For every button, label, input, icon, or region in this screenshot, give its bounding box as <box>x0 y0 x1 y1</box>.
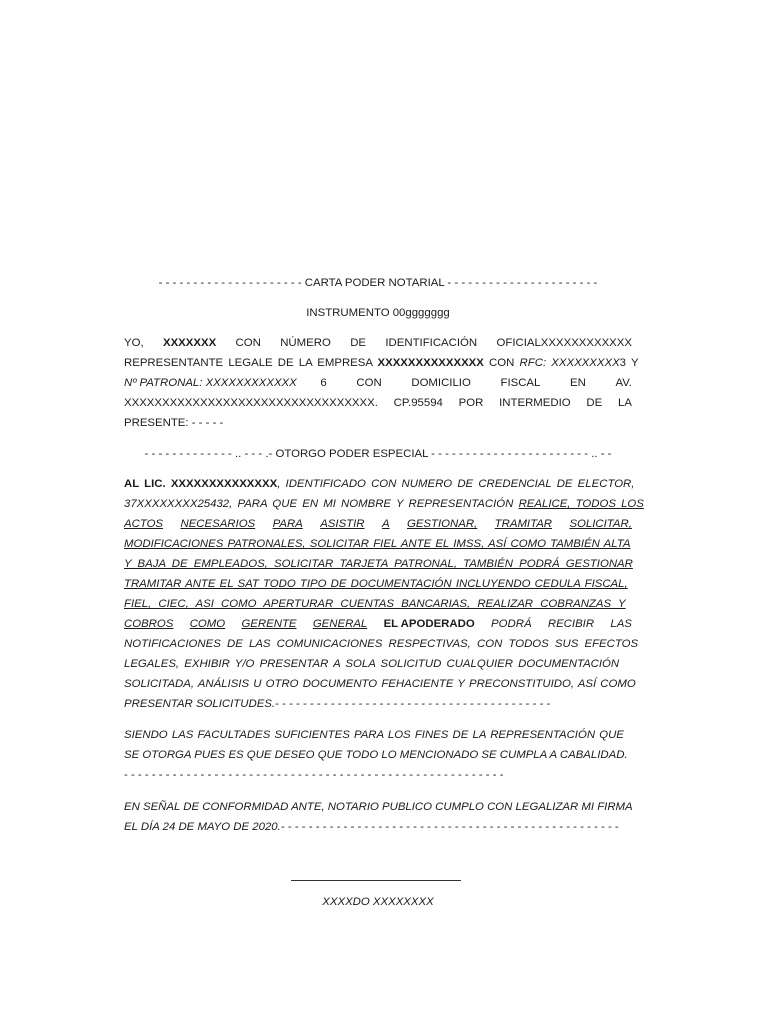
paragraph-sufficiency <box>124 725 632 785</box>
paragraph-line: 37XXXXXXXX25432, PARA QUE EN MI NOMBRE Y REPRESENTACIÓN REALICE, TODOS LOS <box>124 498 644 510</box>
paragraph-line: MODIFICACIONES PATRONALES, SOLICITAR FIEL ANTE EL IMSS, ASÍ COMO TAMBIÉN ALTA <box>124 538 631 550</box>
paragraph-line: EL DÍA 24 DE MAYO DE 2020.- - - - - - - - - - - - - - - - - - - - - - - - - - - - - - - - - - - - - - - - - - - - - - - - - <box>124 821 619 833</box>
document-body <box>124 0 644 1024</box>
paragraph-line: AL LIC. XXXXXXXXXXXXXX, IDENTIFICADO CON NUMERO DE CREDENCIAL DE ELECTOR, <box>124 478 635 490</box>
paragraph-line: Nº PATRONAL: XXXXXXXXXXXX 6 CON DOMICILIO FISCAL EN AV. <box>124 377 632 389</box>
paragraph-line: Y BAJA DE EMPLEADOS, SOLICITAR TARJETA PATRONAL, TAMBIÉN PODRÁ GESTIONAR <box>124 558 633 570</box>
paragraph-line: REPRESENTANTE LEGALE DE LA EMPRESA XXXXXXXXXXXXXX CON RFC: XXXXXXXXX3 Y <box>124 357 639 369</box>
paragraph-powers <box>124 474 644 714</box>
signature-name: XXXXDO XXXXXXXX <box>322 896 434 908</box>
paragraph-line: TRAMITAR ANTE EL SAT TODO TIPO DE DOCUMENTACIÓN INCLUYENDO CEDULA FISCAL, <box>124 578 628 590</box>
paragraph-line: XXXXXXXXXXXXXXXXXXXXXXXXXXXXXXXXX. CP.95594 POR INTERMEDIO DE LA <box>124 397 632 409</box>
section-heading: - - - - - - - - - - - - - .. - - - .- OTORGO PODER ESPECIAL - - - - - - - - - - - - - - - - - - - - - - - .. - - <box>144 448 612 460</box>
paragraph-line: COBROS COMO GERENTE GENERAL EL APODERADO PODRÁ RECIBIR LAS <box>124 618 632 630</box>
instrument-number: INSTRUMENTO 00ggggggg <box>306 307 450 319</box>
paragraph-grantor <box>124 333 639 433</box>
signature-line <box>291 880 461 881</box>
paragraph-line: PRESENTAR SOLICITUDES.- - - - - - - - - - - - - - - - - - - - - - - - - - - - - - - - - - - - - - - - <box>124 698 551 710</box>
paragraph-line: SE OTORGA PUES ES QUE DESEO QUE TODO LO MENCIONADO SE CUMPLA A CABALIDAD. <box>124 749 628 761</box>
paragraph-line: SOLICITADA, ANÁLISIS U OTRO DOCUMENTO FEHACIENTE Y PRECONSTITUIDO, ASÍ COMO <box>124 678 636 690</box>
paragraph-line: - - - - - - - - - - - - - - - - - - - - - - - - - - - - - - - - - - - - - - - - - - - - - - - - - - - - - - - <box>124 769 504 781</box>
paragraph-line: FIEL, CIEC, ASI COMO APERTURAR CUENTAS BANCARIAS, REALIZAR COBRANZAS Y <box>124 598 626 610</box>
paragraph-line: YO, XXXXXXX CON NÚMERO DE IDENTIFICACIÓN OFICIALXXXXXXXXXXXX <box>124 337 632 349</box>
document-title: - - - - - - - - - - - - - - - - - - - - - CARTA PODER NOTARIAL - - - - - - - - - - - - - - - - - - - - - - <box>158 277 598 289</box>
paragraph-line: LEGALES, EXHIBIR Y/O PRESENTAR A SOLA SOLICITUD CUALQUIER DOCUMENTACIÓN <box>124 658 620 670</box>
paragraph-line: NOTIFICACIONES DE LAS COMUNICACIONES RESPECTIVAS, CON TODOS SUS EFECTOS <box>124 638 639 650</box>
paragraph-line: SIENDO LAS FACULTADES SUFICIENTES PARA LOS FINES DE LA REPRESENTACIÓN QUE <box>124 729 624 741</box>
paragraph-line: PRESENTE: - - - - - <box>124 417 224 429</box>
paragraph-conformity <box>124 797 632 837</box>
paragraph-line: ACTOS NECESARIOS PARA ASISTIR A GESTIONAR, TRAMITAR SOLICITAR, <box>124 518 632 530</box>
paragraph-line: EN SEÑAL DE CONFORMIDAD ANTE, NOTARIO PUBLICO CUMPLO CON LEGALIZAR MI FIRMA <box>124 801 633 813</box>
